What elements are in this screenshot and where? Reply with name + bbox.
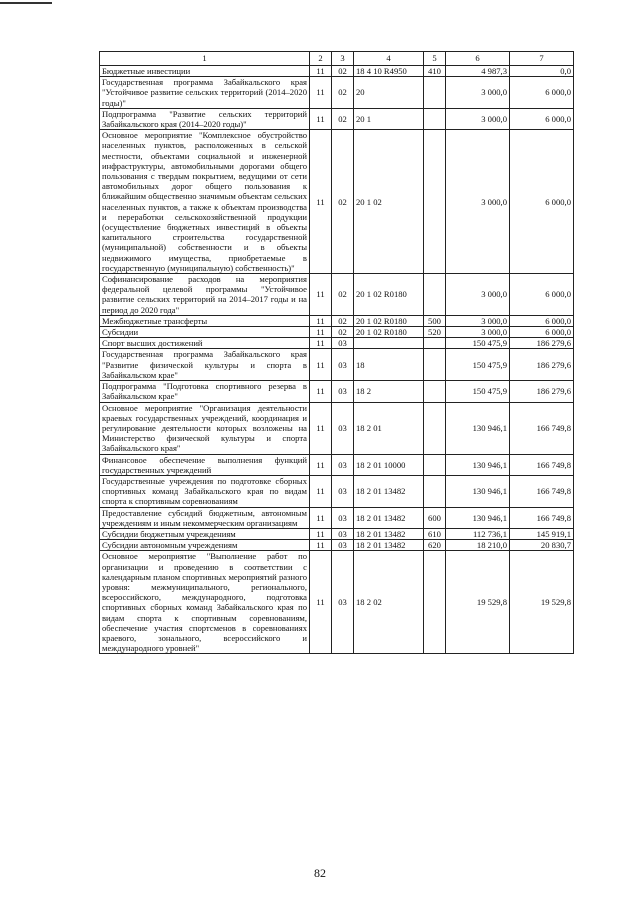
row-name: Субсидии бюджетным учреждениям bbox=[100, 528, 310, 539]
row-name: Финансовое обеспечение выполнения функций государственных учреждений bbox=[100, 454, 310, 475]
row-amount-year1: 19 529,8 bbox=[446, 551, 510, 654]
row-amount-year1: 4 987,3 bbox=[446, 66, 510, 77]
row-amount-year1: 112 736,1 bbox=[446, 528, 510, 539]
row-amount-year1: 130 946,1 bbox=[446, 475, 510, 507]
row-expense-type bbox=[424, 349, 446, 381]
row-amount-year2: 6 000,0 bbox=[510, 130, 574, 274]
row-expense-type bbox=[424, 108, 446, 129]
row-section: 11 bbox=[310, 315, 332, 326]
row-amount-year2: 186 279,6 bbox=[510, 381, 574, 402]
row-subsection: 03 bbox=[332, 528, 354, 539]
row-target-article: 18 2 02 bbox=[354, 551, 424, 654]
table-row bbox=[100, 528, 574, 539]
row-section: 11 bbox=[310, 108, 332, 129]
row-amount-year1: 3 000,0 bbox=[446, 315, 510, 326]
row-subsection: 03 bbox=[332, 540, 354, 551]
row-amount-year2: 6 000,0 bbox=[510, 315, 574, 326]
row-amount-year1: 150 475,9 bbox=[446, 338, 510, 349]
row-name: Субсидии автономным учреждениям bbox=[100, 540, 310, 551]
row-subsection: 02 bbox=[332, 315, 354, 326]
table-row bbox=[100, 327, 574, 338]
row-section: 11 bbox=[310, 551, 332, 654]
row-name: Основное мероприятие "Выполнение работ по организации и проведению в соответствии с календарным планом спортивных мероприятий разного уровня: межмуниципального, регионального, всероссийского, международного, подготовка спортивных сборных команд Забайкальского края по видам спорта к спортивным соревнованиям, обеспечение участия спортсменов в соревнованиях краевого, зонального, всероссийского и международного уровней" bbox=[100, 551, 310, 654]
row-subsection: 03 bbox=[332, 349, 354, 381]
row-target-article: 20 1 02 R0180 bbox=[354, 327, 424, 338]
col-header-4: 4 bbox=[354, 52, 424, 66]
row-subsection: 03 bbox=[332, 507, 354, 528]
row-subsection: 03 bbox=[332, 338, 354, 349]
row-expense-type: 620 bbox=[424, 540, 446, 551]
row-amount-year1: 130 946,1 bbox=[446, 402, 510, 454]
row-amount-year2: 6 000,0 bbox=[510, 274, 574, 316]
row-name: Подпрограмма "Подготовка спортивного резерва в Забайкальском крае" bbox=[100, 381, 310, 402]
table-row bbox=[100, 130, 574, 274]
row-target-article: 20 1 02 R0180 bbox=[354, 274, 424, 316]
row-subsection: 03 bbox=[332, 475, 354, 507]
top-rule bbox=[0, 2, 52, 4]
row-name: Основное мероприятие "Организация деятельности краевых государственных учреждений, координация и регулирование деятельности которых возложены на Министерство физической культуры и спорта Забайкальского края" bbox=[100, 402, 310, 454]
row-amount-year2: 6 000,0 bbox=[510, 77, 574, 109]
row-amount-year2: 19 529,8 bbox=[510, 551, 574, 654]
row-target-article bbox=[354, 338, 424, 349]
row-name: Предоставление субсидий бюджетным, автономным учреждениям и иным некоммерческим организациям bbox=[100, 507, 310, 528]
table-row bbox=[100, 274, 574, 316]
row-name: Основное мероприятие "Комплексное обустройство населенных пунктов, расположенных в сельской местности, объектами социальной и инженерной инфраструктуры, автомобильными дорогами общего пользования с твердым покрытием, ведущими от сети автомобильных дорог общего пользования к ближайшим общественно значимым объектам сельских населенных пунктов, а также к объектам производства и переработки сельскохозяйственной продукции (осуществление бюджетных инвестиций в объекты капитального строительства государственной (муниципальной) собственности и в объекты недвижимого имущества, приобретаемые в государственную (муниципальную) собственность)" bbox=[100, 130, 310, 274]
row-target-article: 20 1 02 R0180 bbox=[354, 315, 424, 326]
row-expense-type: 520 bbox=[424, 327, 446, 338]
row-section: 11 bbox=[310, 475, 332, 507]
row-expense-type: 500 bbox=[424, 315, 446, 326]
row-section: 11 bbox=[310, 274, 332, 316]
table-row bbox=[100, 77, 574, 109]
row-section: 11 bbox=[310, 381, 332, 402]
header-row bbox=[100, 52, 574, 66]
row-amount-year2: 166 749,8 bbox=[510, 402, 574, 454]
row-subsection: 03 bbox=[332, 454, 354, 475]
table-row bbox=[100, 338, 574, 349]
row-name: Софинансирование расходов на мероприятия федеральной целевой программы "Устойчивое развитие сельских территорий на 2014–2017 годы и на период до 2020 года" bbox=[100, 274, 310, 316]
row-subsection: 02 bbox=[332, 77, 354, 109]
table-row bbox=[100, 551, 574, 654]
row-subsection: 03 bbox=[332, 402, 354, 454]
row-section: 11 bbox=[310, 130, 332, 274]
row-expense-type bbox=[424, 274, 446, 316]
row-target-article: 18 bbox=[354, 349, 424, 381]
row-subsection: 02 bbox=[332, 66, 354, 77]
row-subsection: 03 bbox=[332, 551, 354, 654]
col-header-2: 2 bbox=[310, 52, 332, 66]
row-target-article: 18 2 01 13482 bbox=[354, 507, 424, 528]
row-amount-year2: 186 279,6 bbox=[510, 338, 574, 349]
row-section: 11 bbox=[310, 327, 332, 338]
row-expense-type bbox=[424, 551, 446, 654]
row-expense-type bbox=[424, 475, 446, 507]
row-target-article: 18 2 bbox=[354, 381, 424, 402]
row-section: 11 bbox=[310, 402, 332, 454]
row-target-article: 18 4 10 R4950 bbox=[354, 66, 424, 77]
row-amount-year1: 3 000,0 bbox=[446, 327, 510, 338]
row-target-article: 20 1 02 bbox=[354, 130, 424, 274]
row-amount-year1: 3 000,0 bbox=[446, 274, 510, 316]
row-expense-type: 600 bbox=[424, 507, 446, 528]
col-header-3: 3 bbox=[332, 52, 354, 66]
row-expense-type bbox=[424, 381, 446, 402]
row-target-article: 18 2 01 13482 bbox=[354, 540, 424, 551]
row-name: Подпрограмма "Развитие сельских территорий Забайкальского края (2014–2020 годы)" bbox=[100, 108, 310, 129]
row-amount-year2: 166 749,8 bbox=[510, 454, 574, 475]
table-row bbox=[100, 475, 574, 507]
row-amount-year1: 150 475,9 bbox=[446, 349, 510, 381]
row-target-article: 18 2 01 10000 bbox=[354, 454, 424, 475]
row-amount-year2: 166 749,8 bbox=[510, 507, 574, 528]
row-amount-year2: 186 279,6 bbox=[510, 349, 574, 381]
row-expense-type bbox=[424, 130, 446, 274]
row-name: Государственная программа Забайкальского края "Устойчивое развитие сельских территорий (2014–2020 годы)" bbox=[100, 77, 310, 109]
row-amount-year1: 3 000,0 bbox=[446, 77, 510, 109]
row-amount-year1: 18 210,0 bbox=[446, 540, 510, 551]
row-amount-year1: 3 000,0 bbox=[446, 130, 510, 274]
table-row bbox=[100, 381, 574, 402]
table-row bbox=[100, 540, 574, 551]
table-body bbox=[100, 66, 574, 654]
row-expense-type bbox=[424, 77, 446, 109]
row-section: 11 bbox=[310, 338, 332, 349]
row-section: 11 bbox=[310, 77, 332, 109]
col-header-7: 7 bbox=[510, 52, 574, 66]
row-name: Межбюджетные трансферты bbox=[100, 315, 310, 326]
table-row bbox=[100, 402, 574, 454]
table-row bbox=[100, 507, 574, 528]
row-amount-year2: 0,0 bbox=[510, 66, 574, 77]
page-number: 82 bbox=[314, 866, 326, 880]
row-amount-year1: 3 000,0 bbox=[446, 108, 510, 129]
table-row bbox=[100, 108, 574, 129]
row-expense-type bbox=[424, 338, 446, 349]
row-amount-year2: 166 749,8 bbox=[510, 475, 574, 507]
row-target-article: 18 2 01 13482 bbox=[354, 475, 424, 507]
row-expense-type: 410 bbox=[424, 66, 446, 77]
row-amount-year2: 145 919,1 bbox=[510, 528, 574, 539]
row-section: 11 bbox=[310, 540, 332, 551]
table-row bbox=[100, 454, 574, 475]
row-amount-year2: 6 000,0 bbox=[510, 108, 574, 129]
row-amount-year1: 150 475,9 bbox=[446, 381, 510, 402]
row-expense-type bbox=[424, 454, 446, 475]
table-row bbox=[100, 315, 574, 326]
row-name: Спорт высших достижений bbox=[100, 338, 310, 349]
row-name: Субсидии bbox=[100, 327, 310, 338]
row-subsection: 02 bbox=[332, 274, 354, 316]
row-section: 11 bbox=[310, 66, 332, 77]
row-name: Бюджетные инвестиции bbox=[100, 66, 310, 77]
col-header-6: 6 bbox=[446, 52, 510, 66]
row-expense-type: 610 bbox=[424, 528, 446, 539]
row-target-article: 18 2 01 bbox=[354, 402, 424, 454]
row-subsection: 02 bbox=[332, 108, 354, 129]
row-amount-year2: 6 000,0 bbox=[510, 327, 574, 338]
row-amount-year2: 20 830,7 bbox=[510, 540, 574, 551]
row-section: 11 bbox=[310, 454, 332, 475]
row-target-article: 18 2 01 13482 bbox=[354, 528, 424, 539]
table-row bbox=[100, 349, 574, 381]
col-header-5: 5 bbox=[424, 52, 446, 66]
col-header-1: 1 bbox=[100, 52, 310, 66]
row-name: Государственная программа Забайкальского края "Развитие физической культуры и спорта в Забайкальском крае" bbox=[100, 349, 310, 381]
row-target-article: 20 1 bbox=[354, 108, 424, 129]
row-expense-type bbox=[424, 402, 446, 454]
row-amount-year1: 130 946,1 bbox=[446, 507, 510, 528]
row-section: 11 bbox=[310, 349, 332, 381]
row-name: Государственные учреждения по подготовке сборных спортивных команд Забайкальского края по видам спорта к спортивным соревнованиям bbox=[100, 475, 310, 507]
table-row bbox=[100, 66, 574, 77]
row-subsection: 02 bbox=[332, 327, 354, 338]
row-amount-year1: 130 946,1 bbox=[446, 454, 510, 475]
row-target-article: 20 bbox=[354, 77, 424, 109]
row-section: 11 bbox=[310, 528, 332, 539]
budget-table bbox=[99, 51, 574, 654]
row-subsection: 02 bbox=[332, 130, 354, 274]
row-subsection: 03 bbox=[332, 381, 354, 402]
row-section: 11 bbox=[310, 507, 332, 528]
